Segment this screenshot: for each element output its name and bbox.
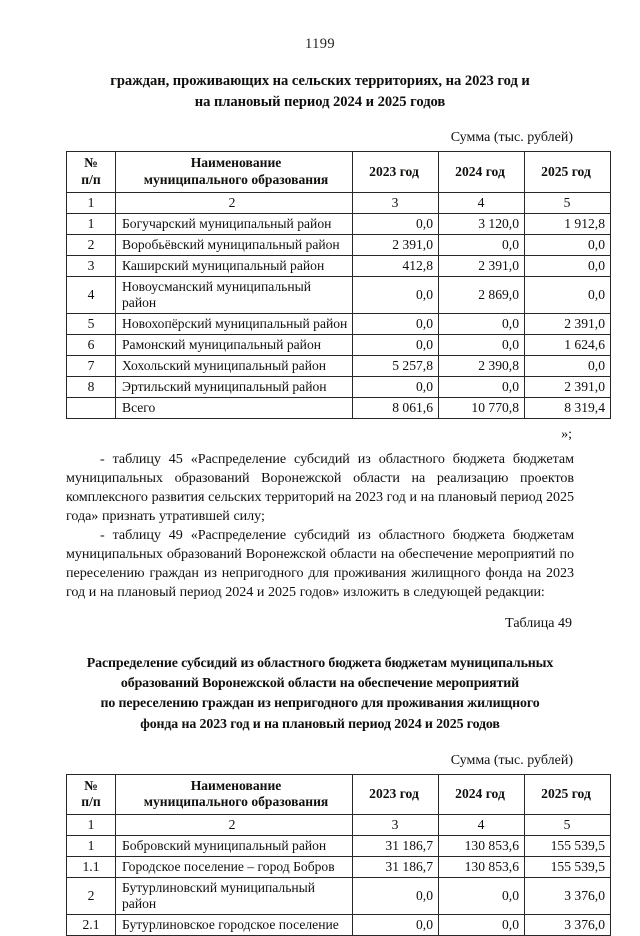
table-1-row-3-name: Новоусманский муниципальный район [116,276,353,313]
table-2-row-3-y2025: 3 376,0 [525,914,611,935]
table-2-row-1-y2023: 31 186,7 [353,856,439,877]
table-1-row-7-y2023: 0,0 [353,376,439,397]
table-1-header-row [67,152,611,192]
table-2-column-index-5: 5 [525,814,611,835]
table-row [67,334,611,355]
table-row [67,276,611,313]
table-1-row-6-y2025: 0,0 [525,355,611,376]
table-1-header-number-line-1: № [84,155,98,171]
table-1-row-7-number: 8 [67,376,116,397]
table-1-column-index-4: 4 [439,192,525,213]
table-1-row-3-y2025: 0,0 [525,276,611,313]
table-1-column-index-5: 5 [525,192,611,213]
subsidies-table-1 [66,151,611,418]
table-1-units-caption: Сумма (тыс. рублей) [450,130,573,146]
table-1-row-6-y2024: 2 390,8 [439,355,525,376]
table-1-row-5-y2024: 0,0 [439,334,525,355]
table-2-header-year-2024: 2024 год [439,774,525,814]
section-title-line-2: образований Воронежской области на обеспечение мероприятий [120,676,520,692]
table-1-row-6-y2023: 5 257,8 [353,355,439,376]
table-1-total-y2025: 8 319,4 [525,397,611,418]
table-1-row-0-y2024: 3 120,0 [439,213,525,234]
table-row [67,213,611,234]
table-1-total-number [67,397,116,418]
table-1-row-5-name: Рамонский муниципальный район [116,334,353,355]
table-1-row-6-name: Хохольский муниципальный район [116,355,353,376]
paragraph-table-45: - таблицу 45 «Распределение субсидий из областного бюджета бюджетам муниципальных образований Воронежской области на реализацию проектов комплексного развития сельских территорий на 2023 год и на плановый период 2025 года» признать утратившей силу; [66,450,574,525]
table-1-row-5-y2023: 0,0 [353,334,439,355]
table-1-row-5-y2025: 1 624,6 [525,334,611,355]
table-2-row-1-y2025: 155 539,5 [525,856,611,877]
table-row [67,255,611,276]
table-1-column-index-1: 1 [67,192,116,213]
table-2-row-2-y2024: 0,0 [439,877,525,914]
quote-close-mark: »; [561,426,572,442]
paragraph-table-49: - таблицу 49 «Распределение субсидий из областного бюджета бюджетам муниципальных образований Воронежской области на обеспечение мероприятий по переселению граждан из непригодного для проживания жилищного фонда на 2023 год и на плановый период 2024 и 2025 годов» изложить в следующей редакции: [66,527,574,601]
table-2-row-1-number: 1.1 [67,856,116,877]
table-1-row-4-number: 5 [67,313,116,334]
table-1-row-0-y2025: 1 912,8 [525,213,611,234]
page-number: 1199 [304,36,336,52]
table-1-total-row [67,397,611,418]
table-row [67,234,611,255]
table-1-header-year-2024: 2024 год [439,152,525,192]
table-2-row-2-name: Бутурлиновский муниципальный район [116,877,353,914]
table-2-column-index-1: 1 [67,814,116,835]
table-2-column-index-2: 2 [116,814,353,835]
table-1-row-3-number: 4 [67,276,116,313]
table-2-row-2-y2025: 3 376,0 [525,877,611,914]
table-2-row-1-name: Городское поселение – город Бобров [116,856,353,877]
table-1-row-4-name: Новохопёрский муниципальный район [116,313,353,334]
table-2-row-3-y2024: 0,0 [439,914,525,935]
table-row [67,835,611,856]
table-1-row-4-y2024: 0,0 [439,313,525,334]
table-2-row-0-y2023: 31 186,7 [353,835,439,856]
table-2-column-index-4: 4 [439,814,525,835]
table-1-row-2-name: Каширский муниципальный район [116,255,353,276]
section-title-line-3: по переселению граждан из непригодного для проживания жилищного [100,696,540,712]
table-1-header-number [67,152,116,192]
table-1-row-0-y2023: 0,0 [353,213,439,234]
table-2-header-name-line-2: муниципального образования [143,794,329,810]
subsidies-table-2 [66,774,611,936]
table-1-row-3-y2023: 0,0 [353,276,439,313]
table-1-row-1-name: Воробьёвский муниципальный район [116,234,353,255]
table-2-row-2-number: 2 [67,877,116,914]
table-1-row-1-number: 2 [67,234,116,255]
table-1-total-y2023: 8 061,6 [353,397,439,418]
table-1-row-2-y2025: 0,0 [525,255,611,276]
table-row [67,856,611,877]
table-1-row-7-y2024: 0,0 [439,376,525,397]
section-title-line-4: фонда на 2023 год и на плановый период 2024 и 2025 годов [140,716,500,732]
table-1-row-4-y2023: 0,0 [353,313,439,334]
table-1-row-4-y2025: 2 391,0 [525,313,611,334]
table-2-header-row [67,774,611,814]
table-1-total-y2024: 10 770,8 [439,397,525,418]
table-1-row-1-y2023: 2 391,0 [353,234,439,255]
table-1-column-index-row [67,192,611,213]
table-1-column-index-2: 2 [116,192,353,213]
table-row [67,355,611,376]
table-49-label: Таблица 49 [505,616,572,632]
table-1-row-3-y2024: 2 869,0 [439,276,525,313]
table-1-row-2-y2024: 2 391,0 [439,255,525,276]
table-2-header-name [116,774,353,814]
document-title-line-2: на плановый период 2024 и 2025 годов [194,93,446,110]
table-row [67,877,611,914]
table-1-row-2-y2023: 412,8 [353,255,439,276]
table-1-header-year-2023: 2023 год [353,152,439,192]
table-2-header-year-2023: 2023 год [353,774,439,814]
table-2-row-0-number: 1 [67,835,116,856]
page-content [66,0,605,936]
table-2-header-number [67,774,116,814]
section-title [66,654,574,735]
table-2-row-3-name: Бутурлиновское городское поселение [116,914,353,935]
table-2-row-2-y2023: 0,0 [353,877,439,914]
table-1-row-7-y2025: 2 391,0 [525,376,611,397]
document-title [66,71,574,112]
table-2-units-caption: Сумма (тыс. рублей) [450,752,573,768]
table-1-row-0-name: Богучарский муниципальный район [116,213,353,234]
table-2-row-0-y2024: 130 853,6 [439,835,525,856]
table-2-column-index-3: 3 [353,814,439,835]
table-2-header-year-2025: 2025 год [525,774,611,814]
table-1-row-0-number: 1 [67,213,116,234]
section-title-line-1: Распределение субсидий из областного бюджета бюджетам муниципальных [86,656,554,672]
table-2-row-0-name: Бобровский муниципальный район [116,835,353,856]
table-1-row-2-number: 3 [67,255,116,276]
table-1-header-name [116,152,353,192]
table-1-header-year-2025: 2025 год [525,152,611,192]
table-2-row-3-y2023: 0,0 [353,914,439,935]
table-row [67,313,611,334]
table-1-total-label: Всего [116,397,353,418]
table-row [67,914,611,935]
table-2-column-index-row [67,814,611,835]
table-1-header-name-line-1: Наименование [190,155,282,171]
table-1-row-1-y2025: 0,0 [525,234,611,255]
table-row [67,376,611,397]
table-1-header-number-line-2: п/п [81,172,101,188]
table-2-row-0-y2025: 155 539,5 [525,835,611,856]
table-2-header-number-line-2: п/п [81,794,101,810]
table-2-header-name-line-1: Наименование [190,777,282,793]
table-1-row-1-y2024: 0,0 [439,234,525,255]
document-title-line-1: граждан, проживающих на сельских территориях, на 2023 год и [110,73,530,89]
table-1-row-5-number: 6 [67,334,116,355]
table-1-column-index-3: 3 [353,192,439,213]
table-2-row-1-y2024: 130 853,6 [439,856,525,877]
table-2-row-3-number: 2.1 [67,914,116,935]
table-2-header-number-line-1: № [84,777,98,793]
table-1-row-6-number: 7 [67,355,116,376]
table-1-header-name-line-2: муниципального образования [143,172,329,188]
table-1-row-7-name: Эртильский муниципальный район [116,376,353,397]
